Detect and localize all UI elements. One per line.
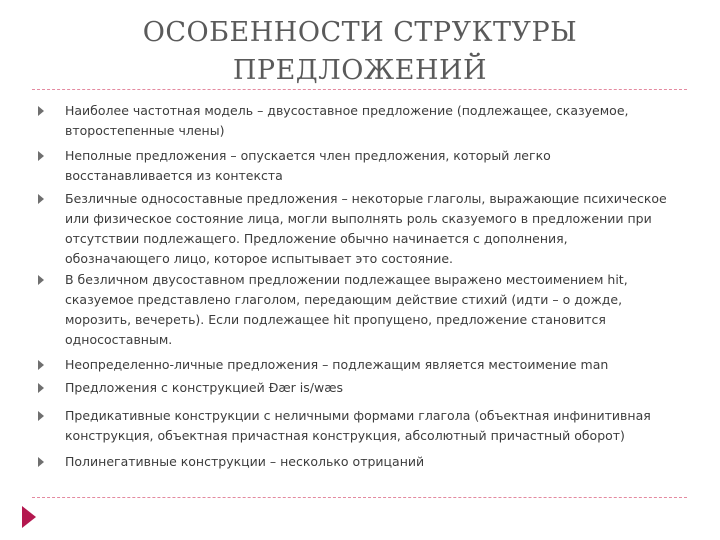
page-title (60, 14, 660, 90)
bullet-text: Предикативные конструкции с неличными формами глагола (объектная инфинитивная конструкция, объектная причастная конструкция, абсолютный причастный оборот) (65, 408, 651, 443)
corner-triangle-icon (22, 506, 36, 528)
bullet-text: Наиболее частотная модель – двусоставное предложение (подлежащее, сказуемое, второстепенные члены) (65, 103, 629, 138)
bullet-triangle-icon (38, 360, 44, 370)
top-divider (32, 89, 687, 90)
bullet-triangle-icon (38, 106, 44, 116)
bullet-triangle-icon (38, 411, 44, 421)
bullet-triangle-icon (38, 383, 44, 393)
bullet-text: Предложения с конструкцией Ðær is/wæs (65, 380, 343, 395)
bullet-triangle-icon (38, 275, 44, 285)
title-line-1: ОСОБЕННОСТИ СТРУКТУРЫ (142, 17, 578, 48)
bullet-text: Полинегативные конструкции – несколько отрицаний (65, 454, 425, 469)
bullet-triangle-icon (38, 194, 44, 204)
bullet-text: Неполные предложения – опускается член предложения, который легко восстанавливается из контекста (65, 148, 551, 183)
bottom-divider (32, 497, 687, 498)
bullet-triangle-icon (38, 151, 44, 161)
bullet-triangle-icon (38, 457, 44, 467)
bullet-text: Безличные односоставные предложения – некоторые глаголы, выражающие психическое или физическое состояние лица, могли выполнять роль сказуемого в предложении при отсутствии подлежащего. Предложение обычно начинается с дополнения, обозначающего лицо, которое испытывает это состояние. (65, 191, 667, 266)
bullet-text: Неопределенно-личные предложения – подлежащим является местоимение man (65, 357, 609, 372)
title-line-2: ПРЕДЛОЖЕНИЙ (232, 55, 488, 86)
bullet-text: В безличном двусоставном предложении подлежащее выражено местоимением hit, сказуемое представлено глаголом, передающим действие стихий (идти – о дожде, морозить, вечереть). Если подлежащее hit пропущено, предложение становится односоставным. (65, 272, 628, 347)
